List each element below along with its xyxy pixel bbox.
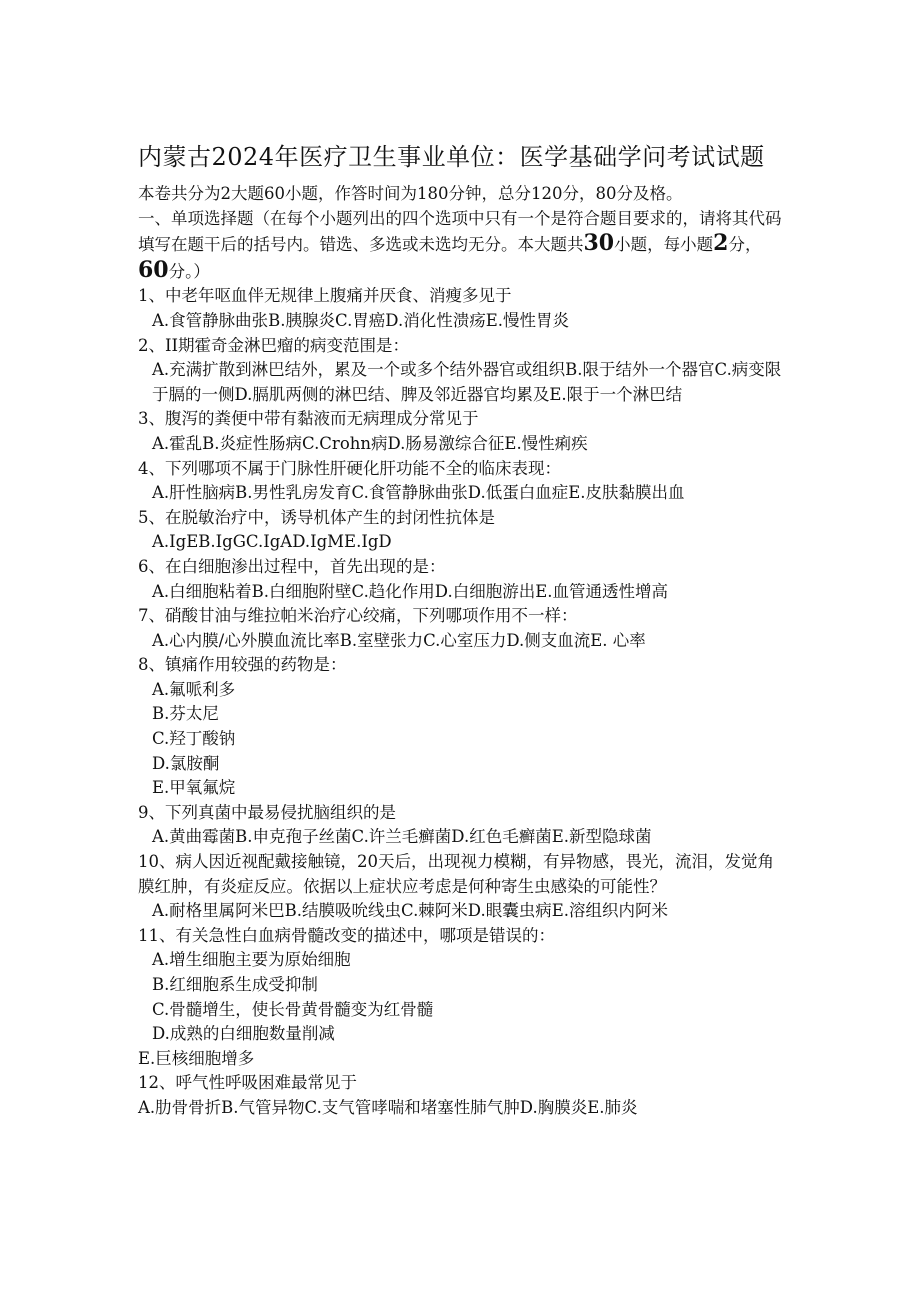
section-question-count: 30	[583, 230, 615, 257]
question-option: C.羟丁酸钠	[152, 729, 236, 749]
question-stem: 9、下列真菌中最易侵扰脑组织的是	[138, 802, 396, 822]
exam-intro: 本卷共分为2大题60小题，作答时间为180分钟，总分120分，80分及格。	[138, 184, 683, 203]
question-stem: 10、病人因近视配戴接触镜，20天后，出现视力模糊，有异物感，畏光，流泪，发觉角膜红肿，有炎症反应。依据以上症状应考虑是何种寄生虫感染的可能性？	[138, 852, 774, 896]
question-option: D.氯胺酮	[152, 753, 220, 773]
question-options: A.耐格里属阿米巴B.结膜吸吮线虫C.棘阿米D.眼囊虫病E.溶组织内阿米	[152, 901, 668, 921]
question-options: A.肝性脑病B.男性乳房发育C.食管静脉曲张D.低蛋白血症E.皮肤黏膜出血	[152, 483, 685, 503]
question-stem: 6、在白细胞渗出过程中，首先出现的是：	[138, 556, 446, 576]
question-stem: 5、在脱敏治疗中，诱导机体产生的封闭性抗体是	[138, 507, 495, 527]
question-stem: 3、腹泻的粪便中带有黏液而无病理成分常见于	[138, 409, 479, 429]
question-stem: 2、II期霍奇金淋巴瘤的病变范围是：	[138, 335, 410, 355]
question-options: A.霍乱B.炎症性肠病C.Crohn病D.肠易激综合征E.慢性痢疾	[152, 433, 588, 453]
section-heading-text: 一、单项选择题（在每个小题列出的四个选项中只有一个是符合题目要求的，请将其代码填写在题干后的括号内。错选、多选或未选均无分。本大题共	[138, 208, 782, 255]
question-stem: 4、下列哪项不属于门脉性肝硬化肝功能不全的临床表现：	[138, 458, 561, 478]
question-option: A.增生细胞主要为原始细胞	[152, 950, 351, 970]
question-option: E.巨核细胞增多	[138, 1048, 255, 1068]
question-stem: 1、中老年呕血伴无规律上腹痛并厌食、消瘦多见于	[138, 286, 512, 306]
question-option: D.成熟的白细胞数量削减	[152, 1024, 335, 1044]
question-options: A.充满扩散到淋巴结外，累及一个或多个结外器官或组织B.限于结外一个器官C.病变限于膈的一侧D.膈肌两侧的淋巴结、脾及邻近器官均累及E.限于一个淋巴结	[152, 360, 782, 404]
question-stem: 12、呼气性呼吸困难最常见于	[138, 1073, 357, 1093]
section-heading	[138, 207, 788, 285]
question-option: B.红细胞系生成受抑制	[152, 975, 318, 994]
question-options: A.IgEB.IgGC.IgAD.IgME.IgD	[152, 532, 392, 552]
question-option: A.氟哌利多	[152, 679, 236, 699]
section-heading-text-2: 小题，每小题	[614, 235, 714, 255]
document-title: 内蒙古2024年医疗卫生事业单位：医学基础学问考试试题	[138, 143, 765, 171]
question-options: A.黄曲霉菌B.申克孢子丝菌C.许兰毛癣菌D.红色毛癣菌E.新型隐球菌	[152, 827, 652, 847]
question-option: B.芬太尼	[152, 704, 219, 724]
question-stem: 7、硝酸甘油与维拉帕米治疗心绞痛，下列哪项作用不一样：	[138, 606, 578, 626]
section-heading-text-4: 分。）	[168, 261, 210, 281]
section-points-each: 2	[713, 230, 729, 257]
question-option: C.骨髓增生，使长骨黄骨髓变为红骨髓	[152, 999, 434, 1019]
question-options: A.食管静脉曲张B.胰腺炎C.胃癌D.消化性溃疡E.慢性胃炎	[152, 310, 569, 330]
section-heading-text-3: 分，	[728, 235, 762, 255]
question-stem: 8、镇痛作用较强的药物是：	[138, 655, 347, 675]
question-option: E.甲氧氟烷	[152, 778, 236, 798]
section-points-total: 60	[138, 256, 169, 283]
question-options: A.心内膜/心外膜血流比率B.室壁张力C.心室压力D.侧支血流E. 心率	[152, 630, 646, 650]
question-stem: 11、有关急性白血病骨髓改变的描述中，哪项是错误的：	[138, 925, 555, 945]
document-page	[138, 140, 788, 1121]
question-options: A.肋骨骨折B.气管异物C.支气管哮喘和堵塞性肺气肿D.胸膜炎E.肺炎	[138, 1097, 638, 1117]
question-options: A.白细胞粘着B.白细胞附壁C.趋化作用D.白细胞游出E.血管通透性增高	[152, 581, 668, 601]
